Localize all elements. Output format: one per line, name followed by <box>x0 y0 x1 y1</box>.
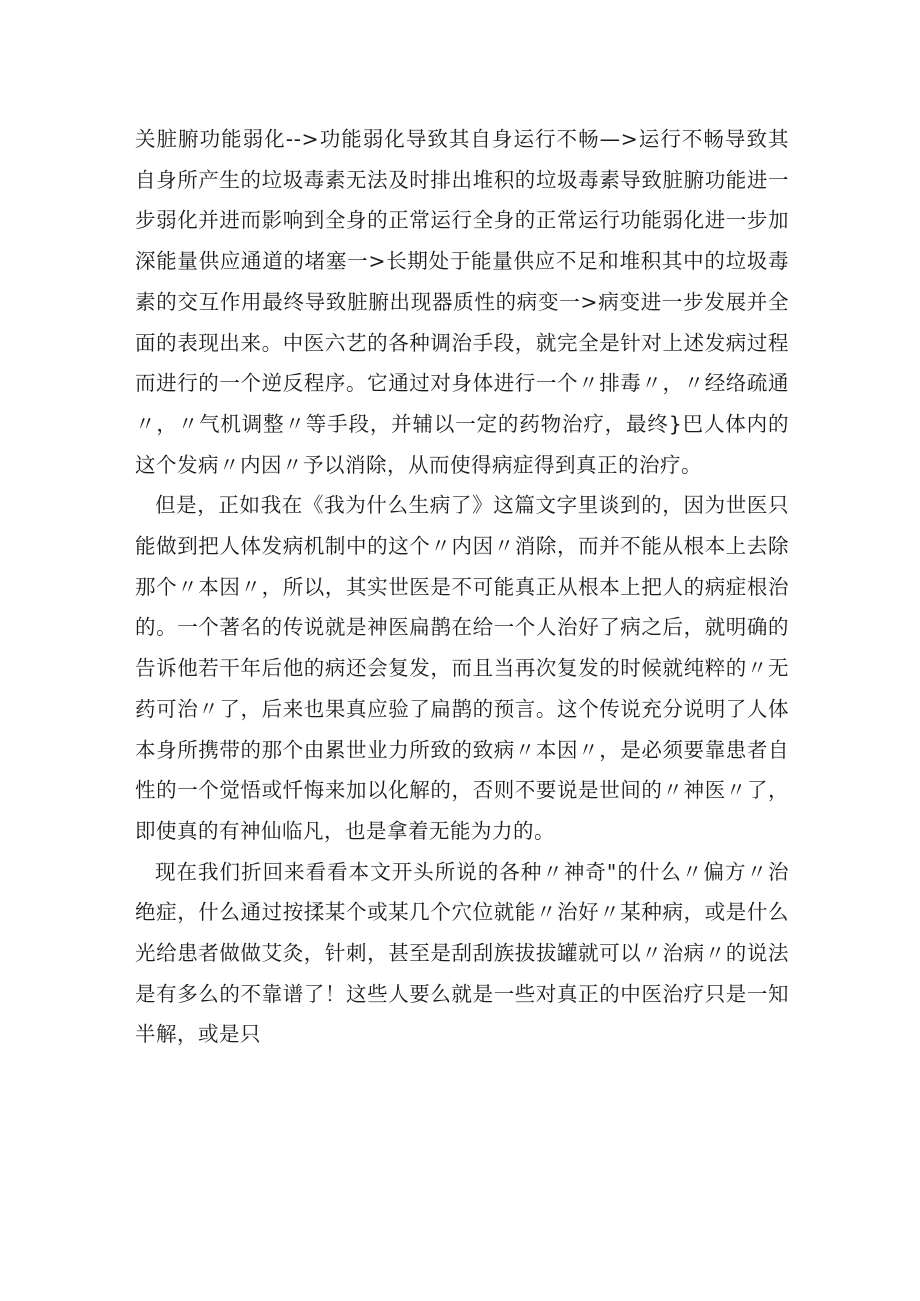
paragraph-1: 关脏腑功能弱化-->功能弱化导致其自身运行不畅—>运行不畅导致其自身所产生的垃圾毒素无法及时排出堆积的垃圾毒素导致脏腑功能进一步弱化并进而影响到全身的正常运行全身的正常运行功能弱化进一步加深能量供应通道的堵塞一>长期处于能量供应不足和堆积其中的垃圾毒素的交互作用最终导致脏腑出现器质性的病变一>病变进一步发展并全面的表现出来。中医六艺的各种调治手段，就完全是针对上述发病过程而进行的一个逆反程序。它通过对身体进行一个〃排毒〃，〃经络疏通〃，〃气机调整〃等手段，并辅以一定的药物治疗，最终}巴人体内的这个发病〃内因〃予以消除，从而使得病症得到真正的治疗。 <box>135 127 789 477</box>
paragraph-2: 但是，正如我在《我为什么生病了》这篇文字里谈到的，因为世医只能做到把人体发病机制中的这个〃内因〃消除，而并不能从根本上去除那个〃本因〃，所以，其实世医是不可能真正从根本上把人的病症根治的。一个著名的传说就是神医扁鹊在给一个人治好了病之后，就明确的告诉他若干年后他的病还会复发，而且当再次复发的时候就纯粹的〃无药可治〃了，后来也果真应验了扁鹊的预言。这个传说充分说明了人体本身所携带的那个由累世业力所致的致病〃本因〃，是必须要靠患者自性的一个觉悟或忏悔来加以化解的，否则不要说是世间的〃神医〃了，即使真的有神仙临凡，也是拿着无能为力的。 <box>135 493 789 843</box>
paragraph-3: 现在我们折回来看看本文开头所说的各种〃神奇"的什么〃偏方〃治绝症，什么通过按揉某个或某几个穴位就能〃治好〃某种病，或是什么光给患者做做艾灸，针刺，甚至是刮刮族拔拔罐就可以〃治病〃的说法是有多么的不靠谱了！这些人要么就是一些对真正的中医治疗只是一知半解，或是只 <box>135 859 789 1047</box>
document-body <box>135 119 789 1055</box>
